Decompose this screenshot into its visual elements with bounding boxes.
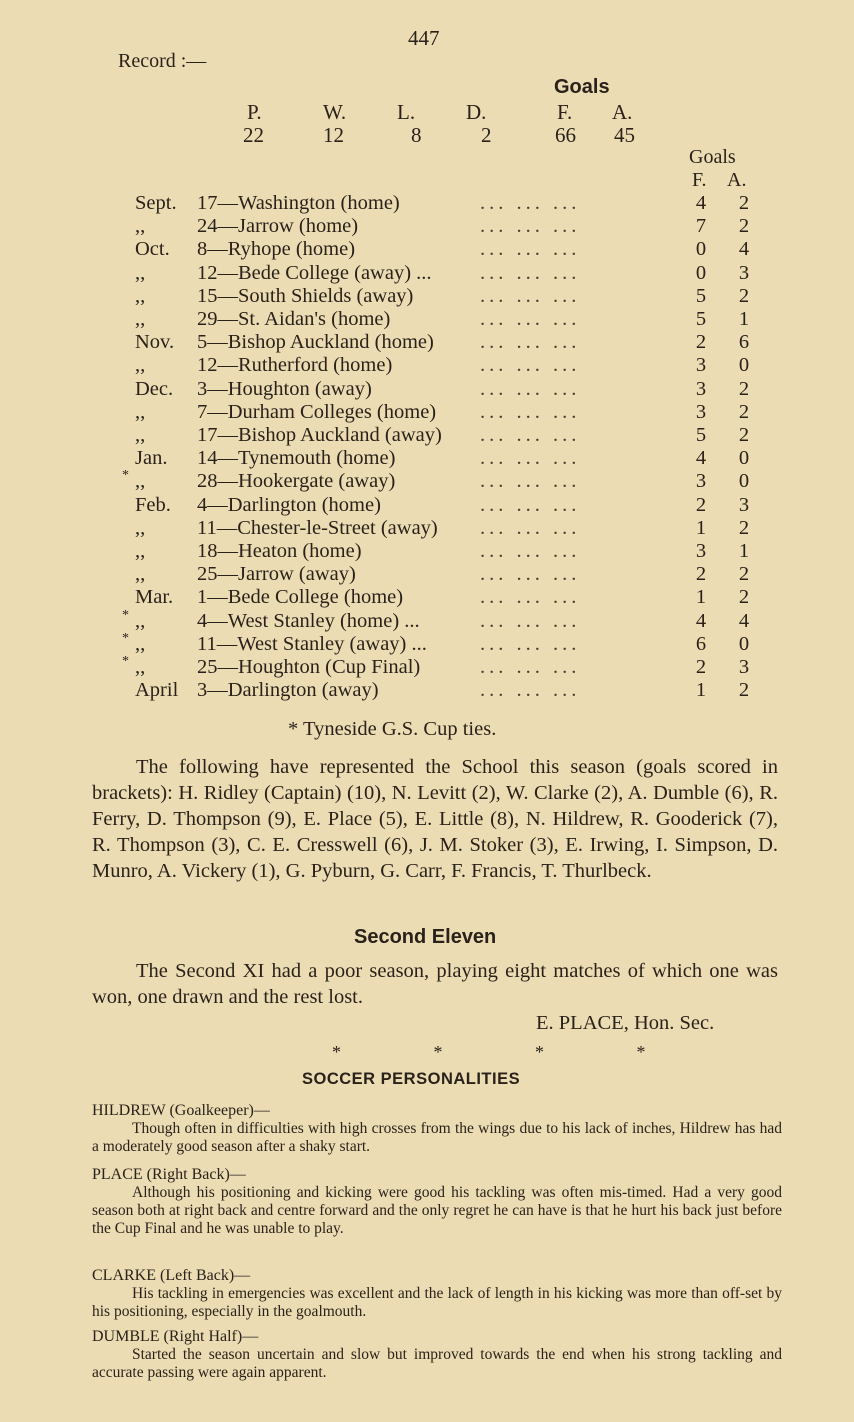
represented-text: The following have represented the School this season (goals scored in brackets): H. Ridley (Captain) (10), N. Levitt (2), W. Clarke (2), A. Dumble (6), R. Ferry, D. Thompson (9), E. Place (5), E. Little (8), N. Hildrew, R. Gooderick (7), R. Thompson (3), C. E. Cresswell (6), J. M. Stoker (3), E. Irwing, I. Simpson, D. Munro, A. Vickery (1), G. Pyburn, G. Carr, F. Francis, T. Thurlbeck. <box>92 756 778 882</box>
fixture-goals-for: 3 <box>695 354 707 377</box>
fixture-goals-for: 4 <box>695 192 707 214</box>
summary-goals-heading: Goals <box>554 76 610 98</box>
fixture-goals-for: 1 <box>695 516 707 539</box>
fixture-opponent: 7—Durham Colleges (home) <box>197 400 437 423</box>
fixture-opponent: 28—Hookergate (away) <box>197 470 396 493</box>
fixture-row <box>0 192 854 215</box>
fixture-goals-against: 0 <box>738 632 750 655</box>
fixture-goals-against: 0 <box>738 354 750 377</box>
fixture-goals-against: 2 <box>738 679 750 702</box>
personality-text: Started the season uncertain and slow but improved towards the end when his strong tackling and accurate passing were again apparent. <box>92 1346 782 1381</box>
fixture-row <box>0 424 854 447</box>
signature: E. PLACE, Hon. Sec. <box>536 1012 715 1034</box>
fixture-leader-dots: ... ... ... <box>480 632 581 655</box>
fixture-month: ,, <box>135 215 146 238</box>
fixture-goals-for: 3 <box>695 540 707 562</box>
fixture-month: ,, <box>135 540 146 562</box>
fixture-opponent: 29—St. Aidan's (home) <box>197 308 391 330</box>
fixture-opponent: 17—Washington (home) <box>197 192 400 214</box>
fixture-leader-dots: ... ... ... <box>480 563 581 586</box>
fixture-goals-for: 3 <box>695 377 707 400</box>
summary-value-won: 12 <box>323 123 344 147</box>
fixture-month: ,, <box>135 261 146 284</box>
cup-ties-footnote: * Tyneside G.S. Cup ties. <box>288 718 497 740</box>
fixture-goals-for: 1 <box>695 586 707 609</box>
section-divider-stars: * * * * <box>332 1042 690 1062</box>
fixture-month: ,, <box>135 284 146 307</box>
fixture-goals-for: 2 <box>695 656 707 678</box>
fixture-opponent: 18—Heaton (home) <box>197 540 362 562</box>
fixture-leader-dots: ... ... ... <box>480 609 581 632</box>
fixture-opponent: 15—South Shields (away) <box>197 284 414 307</box>
fixture-leader-dots: ... ... ... <box>480 400 581 423</box>
fixture-goals-against: 2 <box>738 563 750 586</box>
fixture-opponent: 14—Tynemouth (home) <box>197 447 396 470</box>
fixture-goals-for: 6 <box>695 632 707 655</box>
record-label: Record :— <box>118 50 207 72</box>
fixture-month: ,, <box>135 656 146 678</box>
personality-place <box>92 1165 782 1238</box>
fixture-leader-dots: ... ... ... <box>480 331 581 354</box>
fixture-leader-dots: ... ... ... <box>480 284 581 307</box>
summary-header-for: F. <box>557 100 573 124</box>
fixture-cup-star: * <box>122 654 129 669</box>
fixture-goals-for: 4 <box>695 609 707 632</box>
fixture-row <box>0 563 854 586</box>
fixture-goals-against: 2 <box>738 400 750 423</box>
fixture-goals-for: 1 <box>695 679 707 702</box>
fixture-row <box>0 586 854 609</box>
fixture-goals-for: 2 <box>695 493 707 516</box>
fixture-leader-dots: ... ... ... <box>480 261 581 284</box>
fixture-month: Nov. <box>135 331 175 354</box>
fixture-leader-dots: ... ... ... <box>480 540 581 562</box>
represented-paragraph <box>92 754 778 884</box>
fixture-row <box>0 308 854 331</box>
page-number: 447 <box>408 26 440 50</box>
fixture-row <box>0 378 854 401</box>
personality-text: His tackling in emergencies was excellent and the lack of length in his kicking was more than off-set by his positioning, especially in the goalmouth. <box>92 1285 782 1320</box>
fixture-opponent: 3—Houghton (away) <box>197 377 372 400</box>
fixture-month: ,, <box>135 470 146 493</box>
fixture-month: April <box>135 679 179 702</box>
personality-name: CLARKE (Left Back)— <box>92 1267 251 1284</box>
fixture-row <box>0 215 854 238</box>
fixture-leader-dots: ... ... ... <box>480 493 581 516</box>
fixture-leader-dots: ... ... ... <box>480 470 581 493</box>
summary-header-lost: L. <box>397 100 416 124</box>
fixture-opponent: 4—Darlington (home) <box>197 493 381 516</box>
summary-value-for: 66 <box>555 123 576 147</box>
fixture-row <box>0 401 854 424</box>
fixture-goals-against: 0 <box>738 447 750 470</box>
fixture-goals-against: 1 <box>738 308 750 330</box>
fixture-goals-for: 0 <box>695 261 707 284</box>
fixture-goals-for: 4 <box>695 447 707 470</box>
fixture-goals-for: 3 <box>695 400 707 423</box>
personality-name: PLACE (Right Back)— <box>92 1166 246 1183</box>
fixture-row <box>0 607 854 633</box>
fixture-row <box>0 447 854 470</box>
fixture-leader-dots: ... ... ... <box>480 586 581 609</box>
fixture-leader-dots: ... ... ... <box>480 215 581 238</box>
personality-text: Although his positioning and kicking were good his tackling was often mis-timed. Had a very good season both at right back and centre forward and the only regret he can have is that he hurt his back just before the Cup Final and he was unable to play. <box>92 1184 782 1237</box>
fixture-opponent: 4—West Stanley (home) ... <box>197 609 420 632</box>
fixture-cup-star: * <box>122 630 129 646</box>
fixture-goals-for: 5 <box>695 424 707 446</box>
fixture-row <box>0 517 854 540</box>
second-eleven-paragraph <box>92 958 778 1010</box>
fixture-row <box>0 656 854 679</box>
personality-dumble <box>92 1327 782 1382</box>
fixture-goals-against: 2 <box>738 284 750 307</box>
fixture-opponent: 12—Bede College (away) ... <box>197 261 432 284</box>
fixture-row <box>0 285 854 308</box>
fixture-cup-star: * <box>122 607 129 623</box>
summary-value-lost: 8 <box>411 123 422 147</box>
fixture-goals-against: 2 <box>738 377 750 400</box>
fixture-leader-dots: ... ... ... <box>480 424 581 446</box>
personality-name: HILDREW (Goalkeeper)— <box>92 1102 270 1119</box>
fixture-goals-against: 4 <box>738 609 750 632</box>
fixture-goals-against: 1 <box>738 540 750 562</box>
fixture-opponent: 5—Bishop Auckland (home) <box>197 331 434 354</box>
summary-header-won: W. <box>323 100 347 124</box>
fixture-cup-star: * <box>122 468 129 484</box>
fixture-goals-for: 5 <box>695 284 707 307</box>
fixture-leader-dots: ... ... ... <box>480 377 581 400</box>
fixture-goals-for: 3 <box>695 470 707 493</box>
fixture-month: Jan. <box>135 447 168 470</box>
fixture-opponent: 11—Chester-le-Street (away) <box>197 516 438 539</box>
fixture-row <box>0 262 854 285</box>
fixture-month: Oct. <box>135 238 170 261</box>
fixture-month: ,, <box>135 400 146 423</box>
fixture-row <box>0 540 854 563</box>
fixture-goals-against: 3 <box>738 261 750 284</box>
fixture-leader-dots: ... ... ... <box>480 192 581 214</box>
fixture-month: ,, <box>135 424 146 446</box>
fixture-goals-against: 3 <box>738 656 750 678</box>
fixture-opponent: 25—Houghton (Cup Final) <box>197 656 421 678</box>
fixture-leader-dots: ... ... ... <box>480 679 581 702</box>
fixture-leader-dots: ... ... ... <box>480 447 581 470</box>
fixture-goals-against: 2 <box>738 215 750 238</box>
personality-hildrew <box>92 1101 782 1156</box>
second-eleven-title: Second Eleven <box>354 926 497 948</box>
fixture-month: Feb. <box>135 493 171 516</box>
personalities-title: SOCCER PERSONALITIES <box>302 1070 521 1088</box>
fixture-leader-dots: ... ... ... <box>480 308 581 330</box>
fixture-goals-against: 6 <box>738 331 750 354</box>
fixture-opponent: 3—Darlington (away) <box>197 679 379 702</box>
fixture-opponent: 1—Bede College (home) <box>197 586 404 609</box>
fixture-month: ,, <box>135 563 146 586</box>
fixture-opponent: 24—Jarrow (home) <box>197 215 359 238</box>
fixture-opponent: 12—Rutherford (home) <box>197 354 393 377</box>
fixture-month: Dec. <box>135 377 174 400</box>
summary-header-drawn: D. <box>466 100 487 124</box>
fixture-month: ,, <box>135 308 146 330</box>
fixture-goals-against: 2 <box>738 192 750 214</box>
fixture-goals-for: 2 <box>695 563 707 586</box>
fixture-goals-against: 2 <box>738 586 750 609</box>
fixture-leader-dots: ... ... ... <box>480 354 581 377</box>
summary-value-drawn: 2 <box>481 123 492 147</box>
fixture-goals-against: 2 <box>738 516 750 539</box>
fixture-row <box>0 238 854 261</box>
fixture-opponent: 11—West Stanley (away) ... <box>197 632 427 655</box>
fixture-row <box>0 331 854 354</box>
fixture-month: ,, <box>135 632 146 655</box>
summary-value-played: 22 <box>243 123 264 147</box>
fixture-goals-against: 2 <box>738 424 750 446</box>
fixture-goals-for: 0 <box>695 238 707 261</box>
personality-clarke <box>92 1266 782 1321</box>
fixture-row <box>0 630 854 656</box>
fixture-month: Mar. <box>135 586 174 609</box>
fixture-goals-for: 7 <box>695 215 707 238</box>
fixture-leader-dots: ... ... ... <box>480 238 581 261</box>
fixture-row <box>0 494 854 517</box>
fixture-goals-against: 4 <box>738 238 750 261</box>
summary-header-played: P. <box>247 100 262 124</box>
fixture-month: ,, <box>135 609 146 632</box>
fixture-month: Sept. <box>135 192 177 214</box>
fixture-month: ,, <box>135 354 146 377</box>
fixture-row <box>0 470 854 493</box>
fixtures-goals-heading: Goals <box>689 146 736 168</box>
fixture-goals-for: 5 <box>695 308 707 330</box>
fixture-row <box>0 354 854 377</box>
fixture-leader-dots: ... ... ... <box>480 656 581 678</box>
fixture-month: ,, <box>135 516 146 539</box>
fixtures-for-heading: F. <box>692 169 707 191</box>
fixtures-against-heading: A. <box>727 169 747 191</box>
personality-text: Though often in difficulties with high crosses from the wings due to his lack of inches, Hildrew has had a moderately good season after a shaky start. <box>92 1120 782 1155</box>
fixture-goals-against: 0 <box>738 470 750 493</box>
fixture-goals-against: 3 <box>738 493 750 516</box>
summary-header-against: A. <box>612 100 633 124</box>
personality-name: DUMBLE (Right Half)— <box>92 1328 259 1345</box>
fixture-goals-for: 2 <box>695 331 707 354</box>
fixture-leader-dots: ... ... ... <box>480 516 581 539</box>
summary-value-against: 45 <box>614 123 635 147</box>
second-eleven-text: The Second XI had a poor season, playing eight matches of which one was won, one drawn and the rest lost. <box>92 960 778 1008</box>
fixture-opponent: 17—Bishop Auckland (away) <box>197 424 442 446</box>
fixture-opponent: 8—Ryhope (home) <box>197 238 356 261</box>
fixture-row <box>0 679 854 702</box>
fixture-opponent: 25—Jarrow (away) <box>197 563 356 586</box>
